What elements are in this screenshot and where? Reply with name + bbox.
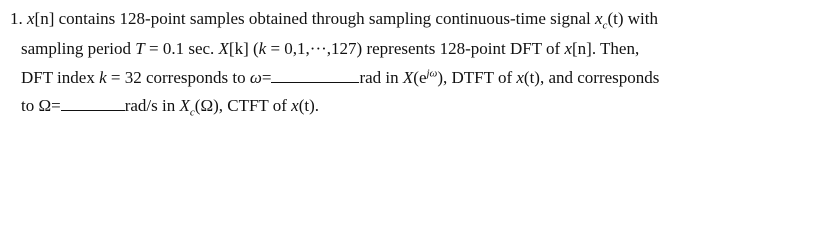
problem-line-1	[10, 9, 658, 32]
text: , DTFT of	[443, 68, 517, 87]
range: = 0,1,···,127)	[266, 39, 363, 58]
x-symbol: x	[291, 96, 299, 115]
equals: =	[261, 68, 272, 87]
text: , CTFT of	[218, 96, 292, 115]
ejw-superscript: jω	[426, 67, 438, 80]
xc-subscript: c	[602, 19, 608, 32]
text: .	[314, 96, 320, 115]
text: . Then,	[591, 39, 640, 58]
x-symbol: x	[564, 39, 572, 58]
text: rad/s in	[124, 96, 180, 115]
xc-symbol: x	[595, 9, 603, 28]
text: rad in	[359, 68, 403, 87]
answer-blank-omega[interactable]	[271, 68, 359, 83]
problem-number: 1.	[10, 9, 23, 28]
Omega-symbol: Ω	[38, 96, 52, 115]
t-arg: (t)	[298, 96, 315, 115]
text: DFT index	[21, 68, 100, 87]
n-index: [n]	[34, 9, 55, 28]
X-symbol: X	[218, 39, 229, 58]
text: (	[248, 39, 259, 58]
equals: =	[51, 96, 61, 115]
ejw-close: )	[437, 68, 443, 87]
n-index: [n]	[572, 39, 592, 58]
t-arg: (t)	[523, 68, 540, 87]
X-symbol: X	[402, 68, 414, 87]
text: = 0.1 sec.	[144, 39, 219, 58]
k-index: [k]	[228, 39, 249, 58]
problem-line-2	[21, 39, 639, 59]
X-symbol: X	[179, 96, 190, 115]
xc-arg: (t)	[607, 9, 624, 28]
text: represents 128-point DFT of	[362, 39, 565, 58]
Omega-arg: (Ω)	[194, 96, 219, 115]
text: contains 128-point samples obtained through sampling continuous-time signal	[54, 9, 595, 28]
T-symbol: T	[135, 39, 145, 58]
x-symbol: x	[516, 68, 524, 87]
text: with	[623, 9, 658, 28]
problem-line-4	[21, 96, 320, 119]
omega-symbol: ω	[249, 68, 262, 87]
Xc-subscript: c	[189, 106, 195, 119]
problem-line-3	[21, 68, 659, 88]
answer-blank-Omega[interactable]	[61, 96, 125, 111]
k-symbol: k	[99, 68, 107, 87]
text: to	[21, 96, 39, 115]
text: sampling period	[21, 39, 136, 58]
x-symbol: x	[27, 9, 35, 28]
text: , and corresponds	[539, 68, 660, 87]
text: = 32 corresponds to	[106, 68, 250, 87]
k-symbol: k	[258, 39, 267, 58]
ejw-open: (e	[413, 68, 427, 87]
